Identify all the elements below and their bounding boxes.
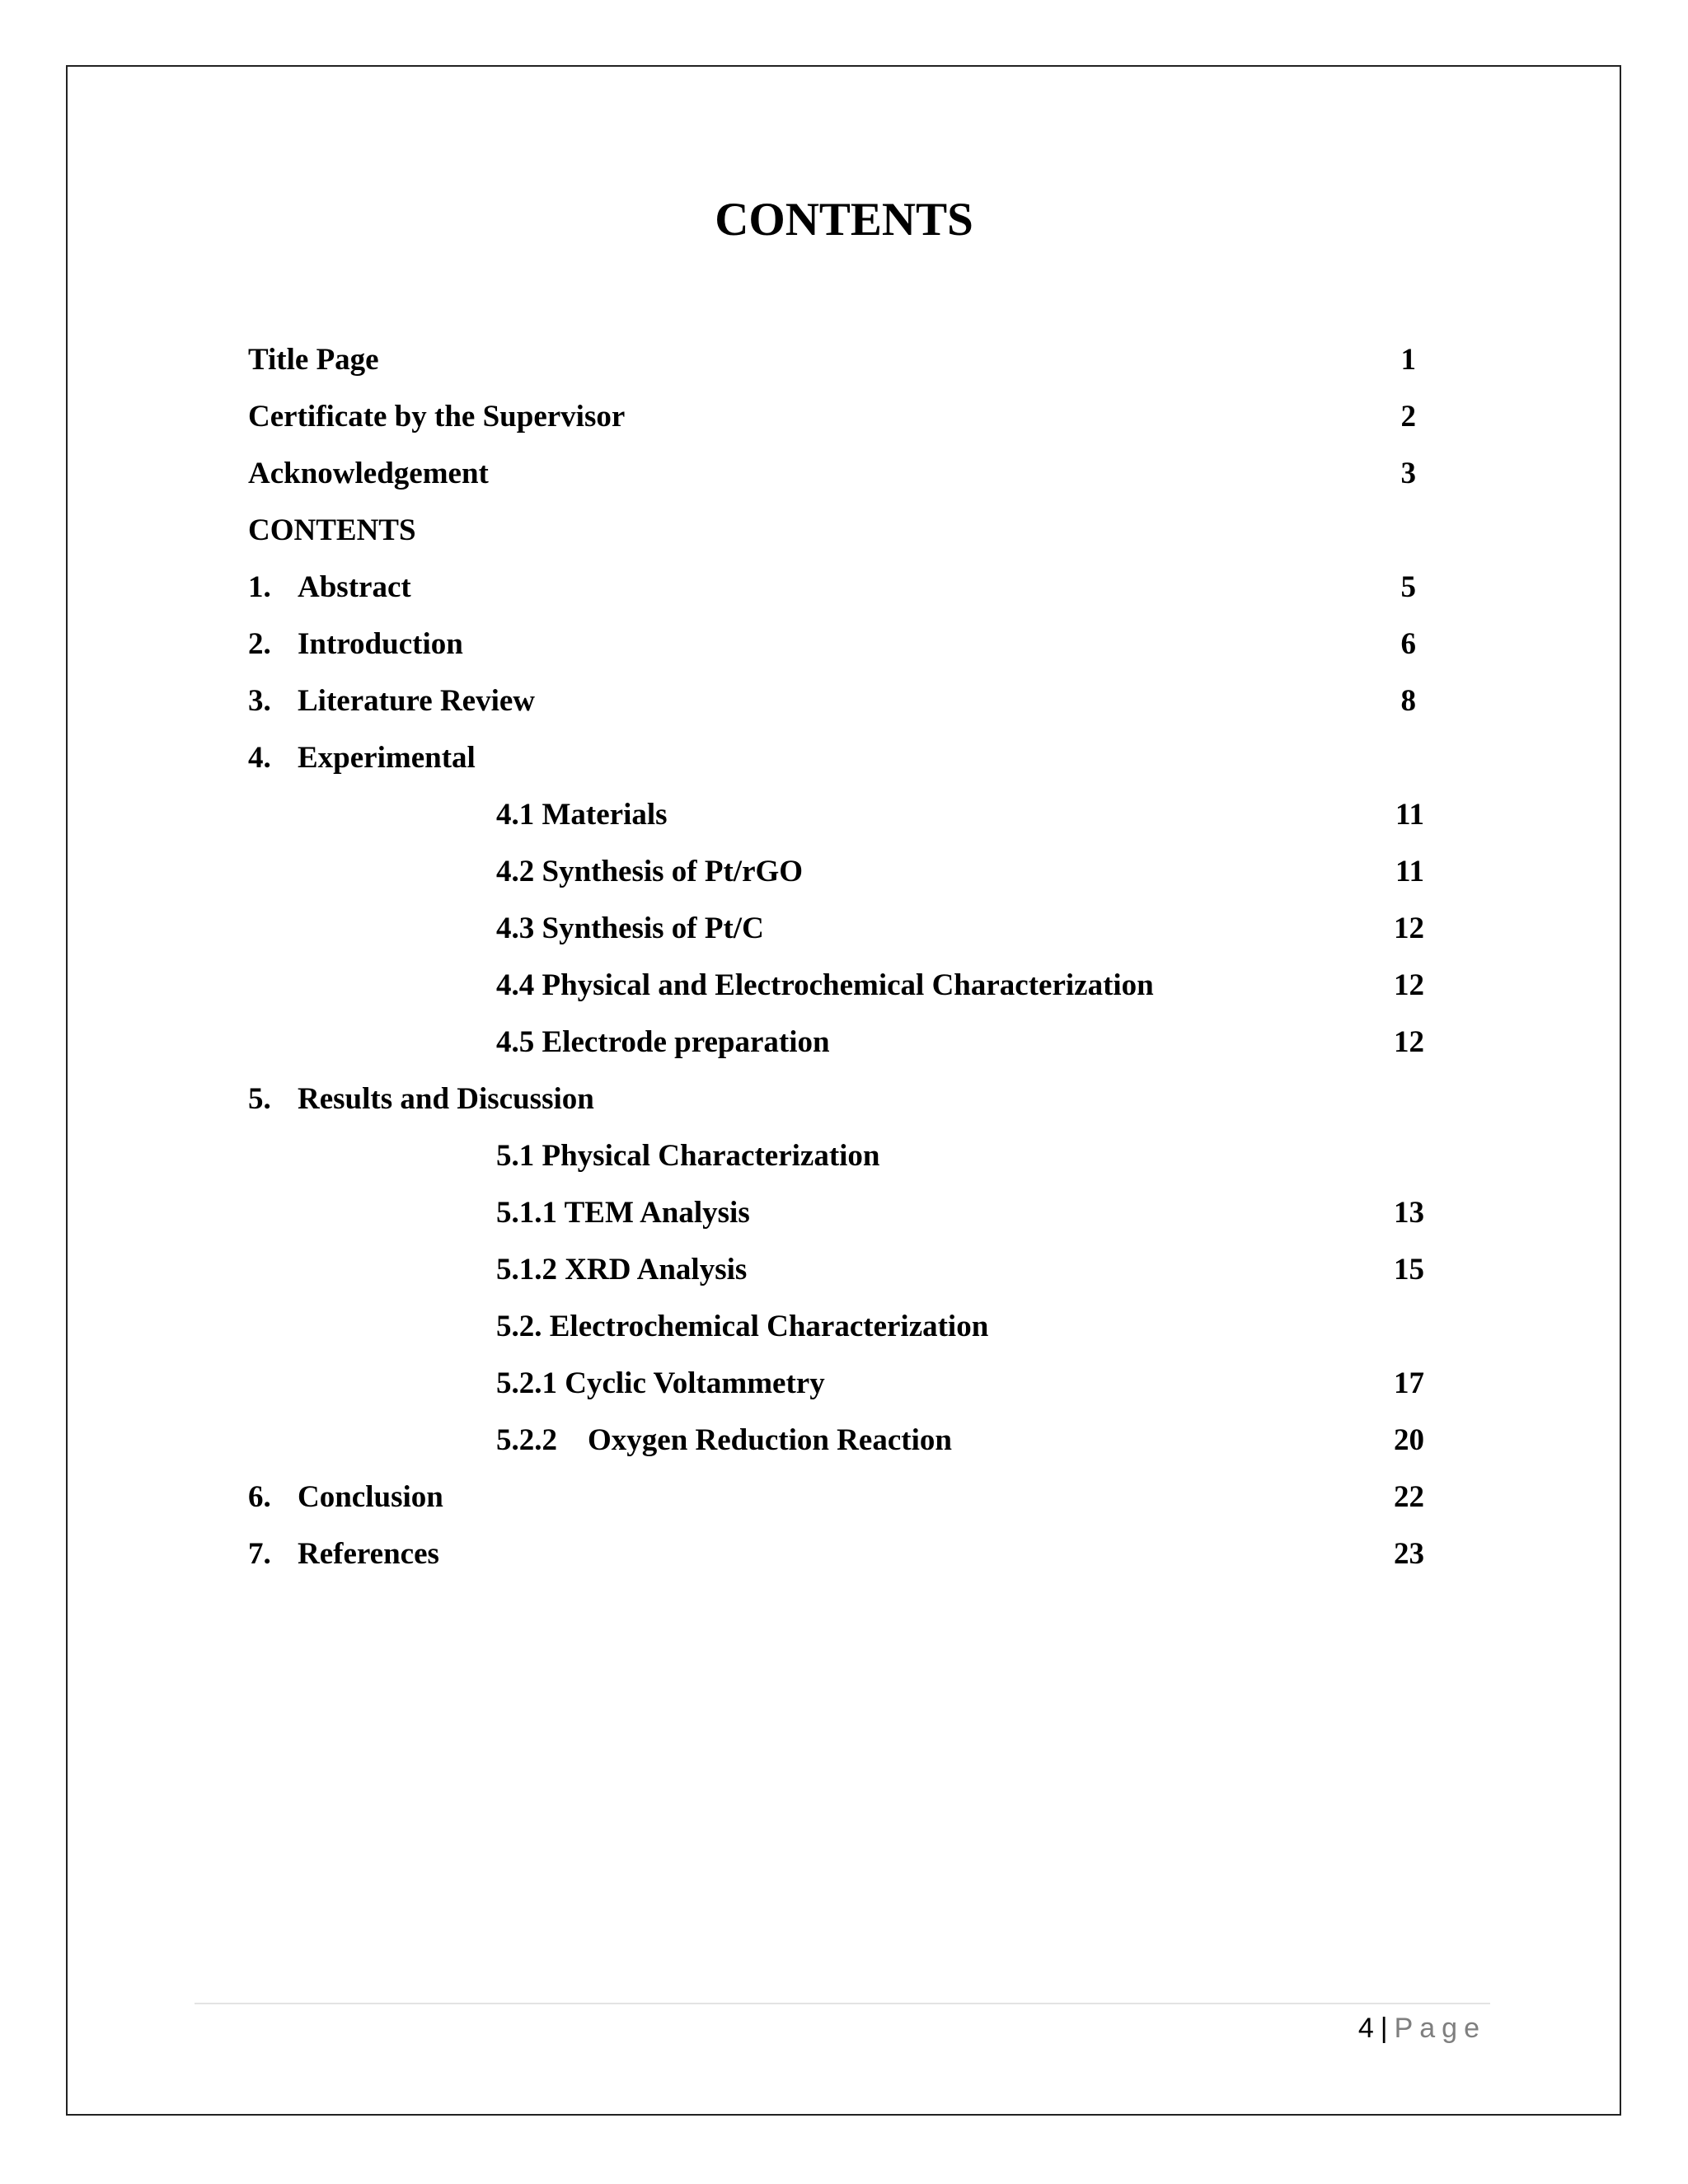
toc-entry-title: Literature Review — [298, 684, 536, 718]
toc-entry-page: 12 — [1394, 1025, 1424, 1059]
toc-entry — [0, 1075, 1688, 1124]
toc-entry — [0, 335, 1688, 385]
footer-page-word: Page — [1394, 2013, 1486, 2044]
toc-entry-number: 1. — [248, 570, 271, 604]
footer-separator: | — [1380, 2013, 1388, 2044]
toc-entry — [0, 1245, 1688, 1295]
toc-entry-title: 5.2.1 Cyclic Voltammetry — [496, 1366, 825, 1400]
toc-entry-title: Title Page — [248, 343, 379, 377]
toc-entry-title: Experimental — [298, 741, 476, 775]
toc-entry — [0, 1018, 1688, 1067]
toc-entry-page: 22 — [1394, 1480, 1424, 1514]
toc-entry — [0, 563, 1688, 612]
page-title: CONTENTS — [715, 194, 973, 246]
toc-entry-page: 11 — [1395, 855, 1424, 888]
toc-entry-title: Certificate by the Supervisor — [248, 400, 626, 434]
toc-entry — [0, 1302, 1688, 1352]
toc-entry-page: 15 — [1394, 1253, 1424, 1286]
toc-entry-title: Results and Discussion — [298, 1082, 594, 1116]
toc-entry — [0, 1132, 1688, 1181]
toc-entry-title: 4.3 Synthesis of Pt/C — [496, 912, 764, 945]
toc-entry-title: 4.5 Electrode preparation — [496, 1025, 830, 1059]
toc-entry-page: 6 — [1400, 627, 1416, 661]
toc-entry — [0, 449, 1688, 499]
toc-entry-number: 4. — [248, 741, 271, 775]
toc-entry — [0, 1188, 1688, 1238]
footer-page-number: 4 — [1357, 2013, 1374, 2044]
toc-entry-title: 4.4 Physical and Electrochemical Characterization — [496, 968, 1154, 1002]
toc-entry-number: 5. — [248, 1082, 271, 1116]
toc-entry — [0, 1416, 1688, 1465]
toc-entry-number: 3. — [248, 684, 271, 718]
toc-entry-title: Conclusion — [298, 1480, 443, 1514]
toc-entry — [0, 1473, 1688, 1522]
toc-entry — [0, 733, 1688, 783]
toc-entry-page: 20 — [1394, 1423, 1424, 1457]
toc-entry-title: 5.2.2 Oxygen Reduction Reaction — [496, 1423, 952, 1457]
toc-entry-title: 5.1.1 TEM Analysis — [496, 1196, 750, 1230]
toc-entry — [0, 620, 1688, 669]
toc-entry-page: 11 — [1395, 798, 1424, 832]
toc-entry — [0, 961, 1688, 1010]
toc-entry-page: 23 — [1394, 1537, 1424, 1571]
toc-entry-page: 8 — [1400, 684, 1416, 718]
page-footer — [1358, 2008, 1486, 2049]
toc-entry-number: 2. — [248, 627, 271, 661]
toc-entry-page: 2 — [1400, 400, 1416, 434]
toc-entry-title: 5.1 Physical Characterization — [496, 1139, 880, 1173]
toc-entry-number: 7. — [248, 1537, 271, 1571]
toc-entry-page: 17 — [1394, 1366, 1424, 1400]
toc-entry-page: 13 — [1394, 1196, 1424, 1230]
toc-entry-title: 5.2. Electrochemical Characterization — [496, 1310, 989, 1343]
toc-entry-page: 5 — [1400, 570, 1416, 604]
toc-entry-title: 4.2 Synthesis of Pt/rGO — [496, 855, 804, 888]
toc-entry-title: CONTENTS — [248, 513, 416, 547]
toc-entry-page: 12 — [1394, 912, 1424, 945]
toc-entry-title: Abstract — [298, 570, 411, 604]
toc-entry-title: Introduction — [298, 627, 463, 661]
toc-entry — [0, 677, 1688, 726]
toc-entry-page: 3 — [1400, 457, 1416, 490]
footer-divider — [195, 2003, 1490, 2004]
toc-entry — [0, 904, 1688, 954]
toc-entry-title: 5.1.2 XRD Analysis — [496, 1253, 748, 1286]
toc-entry-title: References — [298, 1537, 439, 1571]
toc-entry-title: Acknowledgement — [248, 457, 489, 490]
toc-entry — [0, 1359, 1688, 1408]
toc-entry — [0, 506, 1688, 555]
toc-entry-page: 12 — [1394, 968, 1424, 1002]
toc-entry-page: 1 — [1400, 343, 1416, 377]
toc-entry — [0, 1530, 1688, 1579]
toc-entry-number: 6. — [248, 1480, 271, 1514]
toc-entry — [0, 847, 1688, 897]
toc-entry — [0, 392, 1688, 442]
toc-entry — [0, 790, 1688, 840]
toc-entry-title: 4.1 Materials — [496, 798, 668, 832]
